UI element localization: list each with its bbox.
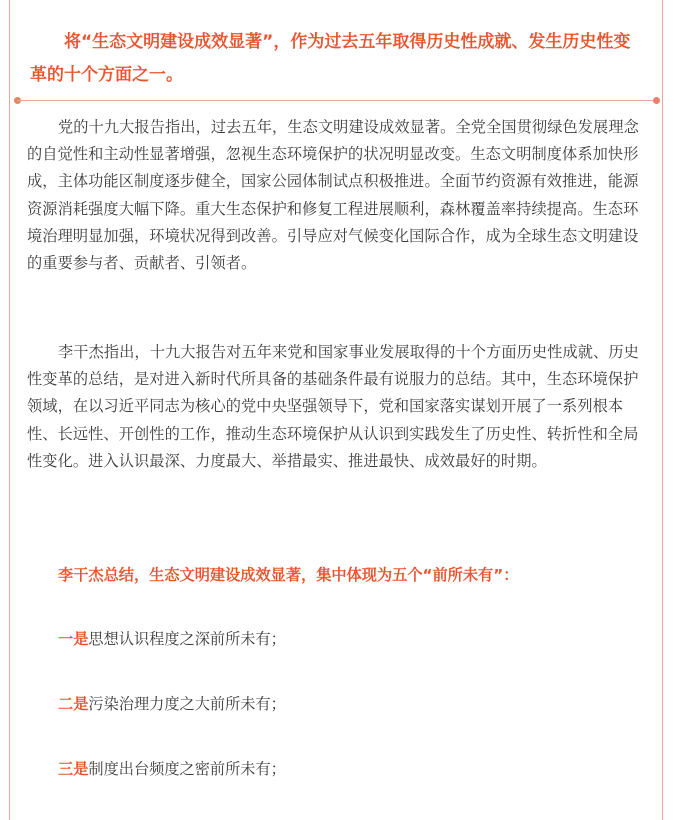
point-number: 一是 (58, 630, 89, 648)
body-paragraph-2: 李干杰指出，十九大报告对五年来党和国家事业发展取得的十个方面历史性成就、历史性变革的总结，是对进入新时代所具备的基础条件最有说服力的总结。其中，生态环境保护领域，在以习近平同志为核心的党中央坚强领导下，党和国家落实谋划开展了一系列根本性、长远性、开创性的工作，推动生态环境保护从认识到实践发生了历史性、转折性和全局性变化。进入认识最深、力度最大、举措最实、推进最快、成效最好的时期。 (27, 343, 639, 470)
divider-dot-right (653, 97, 660, 104)
point-text: 制度出台频度之密前所未有； (88, 760, 286, 778)
article-headline: 将“生态文明建设成效显著”，作为过去五年取得历史性成就、发生历史性变革的十个方面之一。 (30, 32, 631, 85)
point-item-3 (58, 756, 286, 783)
body-paragraph-1: 党的十九大报告指出，过去五年，生态文明建设成效显著。全党全国贯彻绿色发展理念的自觉性和主动性显著增强，忽视生态环境保护的状况明显改变。生态文明制度体系加快形成，主体功能区制度逐步健全，国家公园体制试点积极推进。全面节约资源有效推进，能源资源消耗强度大幅下降。重大生态保护和修复工程进展顺利，森林覆盖率持续提高。生态环境治理明显加强，环境状况得到改善。引导应对气候变化国际合作，成为全球生态文明建设的重要参与者、贡献者、引领者。 (27, 118, 639, 273)
point-item-2 (58, 691, 286, 718)
point-item-1 (58, 626, 286, 653)
point-number: 三是 (58, 760, 89, 778)
summary-highlight: 李干杰总结，生态文明建设成效显著，集中体现为五个“前所未有”： (58, 566, 519, 584)
headline-divider (17, 100, 657, 101)
point-text: 思想认识程度之深前所未有； (88, 630, 286, 648)
point-number: 二是 (58, 695, 89, 713)
point-text: 污染治理力度之大前所未有； (88, 695, 286, 713)
